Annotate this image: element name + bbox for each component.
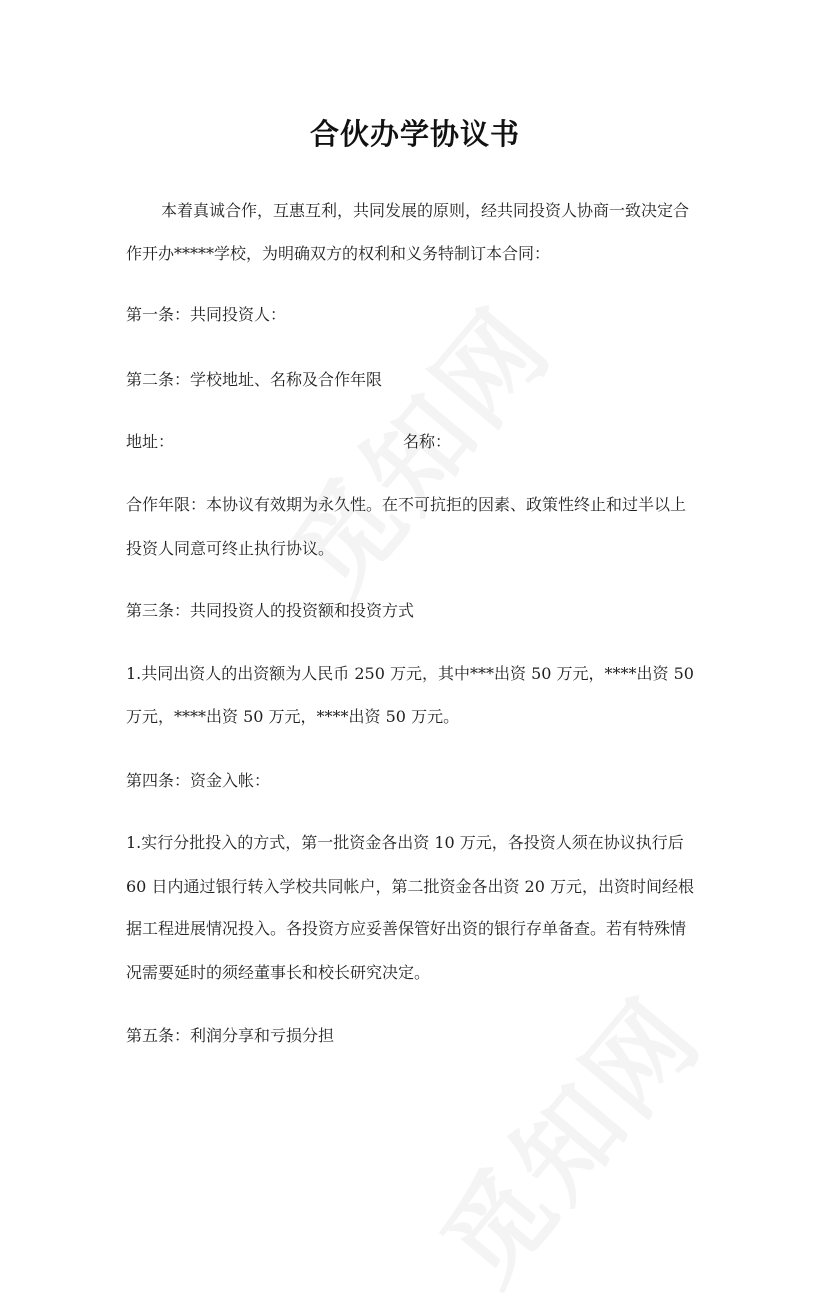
clause-heading: 第二条：学校地址、名称及合作年限 (126, 370, 383, 389)
paragraph-line: 60 日内通过银行转入学校共同帐户，第二批资金各出资 20 万元，出资时间经根 (126, 877, 694, 896)
paragraph-line: 合作年限：本协议有效期为永久性。在不可抗拒的因素、政策性终止和过半以上 (126, 495, 687, 514)
paragraph-line: 据工程进展情况投入。各投资方应妥善保管好出资的银行存单备查。若有特殊情 (126, 919, 687, 938)
name-label: 名称： (403, 432, 452, 451)
clause-heading: 第一条：共同投资人： (126, 305, 287, 324)
paragraph-line: 投资人同意可终止执行协议。 (126, 539, 335, 558)
paragraph-line: 1.实行分批投入的方式，第一批资金各出资 10 万元，各投资人须在协议执行后 (126, 833, 684, 852)
paragraph-line: 作开办*****学校，为明确双方的权利和义务特制订本合同： (126, 244, 551, 263)
paragraph-line: 1.共同出资人的出资额为人民币 250 万元，其中***出资 50 万元，****出资 50 (126, 664, 694, 683)
document-title: 合伙办学协议书 (309, 117, 520, 151)
paragraph-line: 本着真诚合作，互惠互利，共同发展的原则，经共同投资人协商一致决定合 (161, 201, 690, 220)
clause-heading: 第五条：利润分享和亏损分担 (126, 1026, 335, 1045)
address-label: 地址： (126, 432, 175, 451)
clause-heading: 第三条：共同投资人的投资额和投资方式 (126, 601, 415, 620)
watermark (401, 960, 728, 1309)
clause-heading: 第四条：资金入帐： (126, 771, 271, 790)
paragraph-line: 况需要延时的须经董事长和校长研究决定。 (126, 963, 431, 982)
paragraph-line: 万元，****出资 50 万元，****出资 50 万元。 (126, 707, 460, 726)
